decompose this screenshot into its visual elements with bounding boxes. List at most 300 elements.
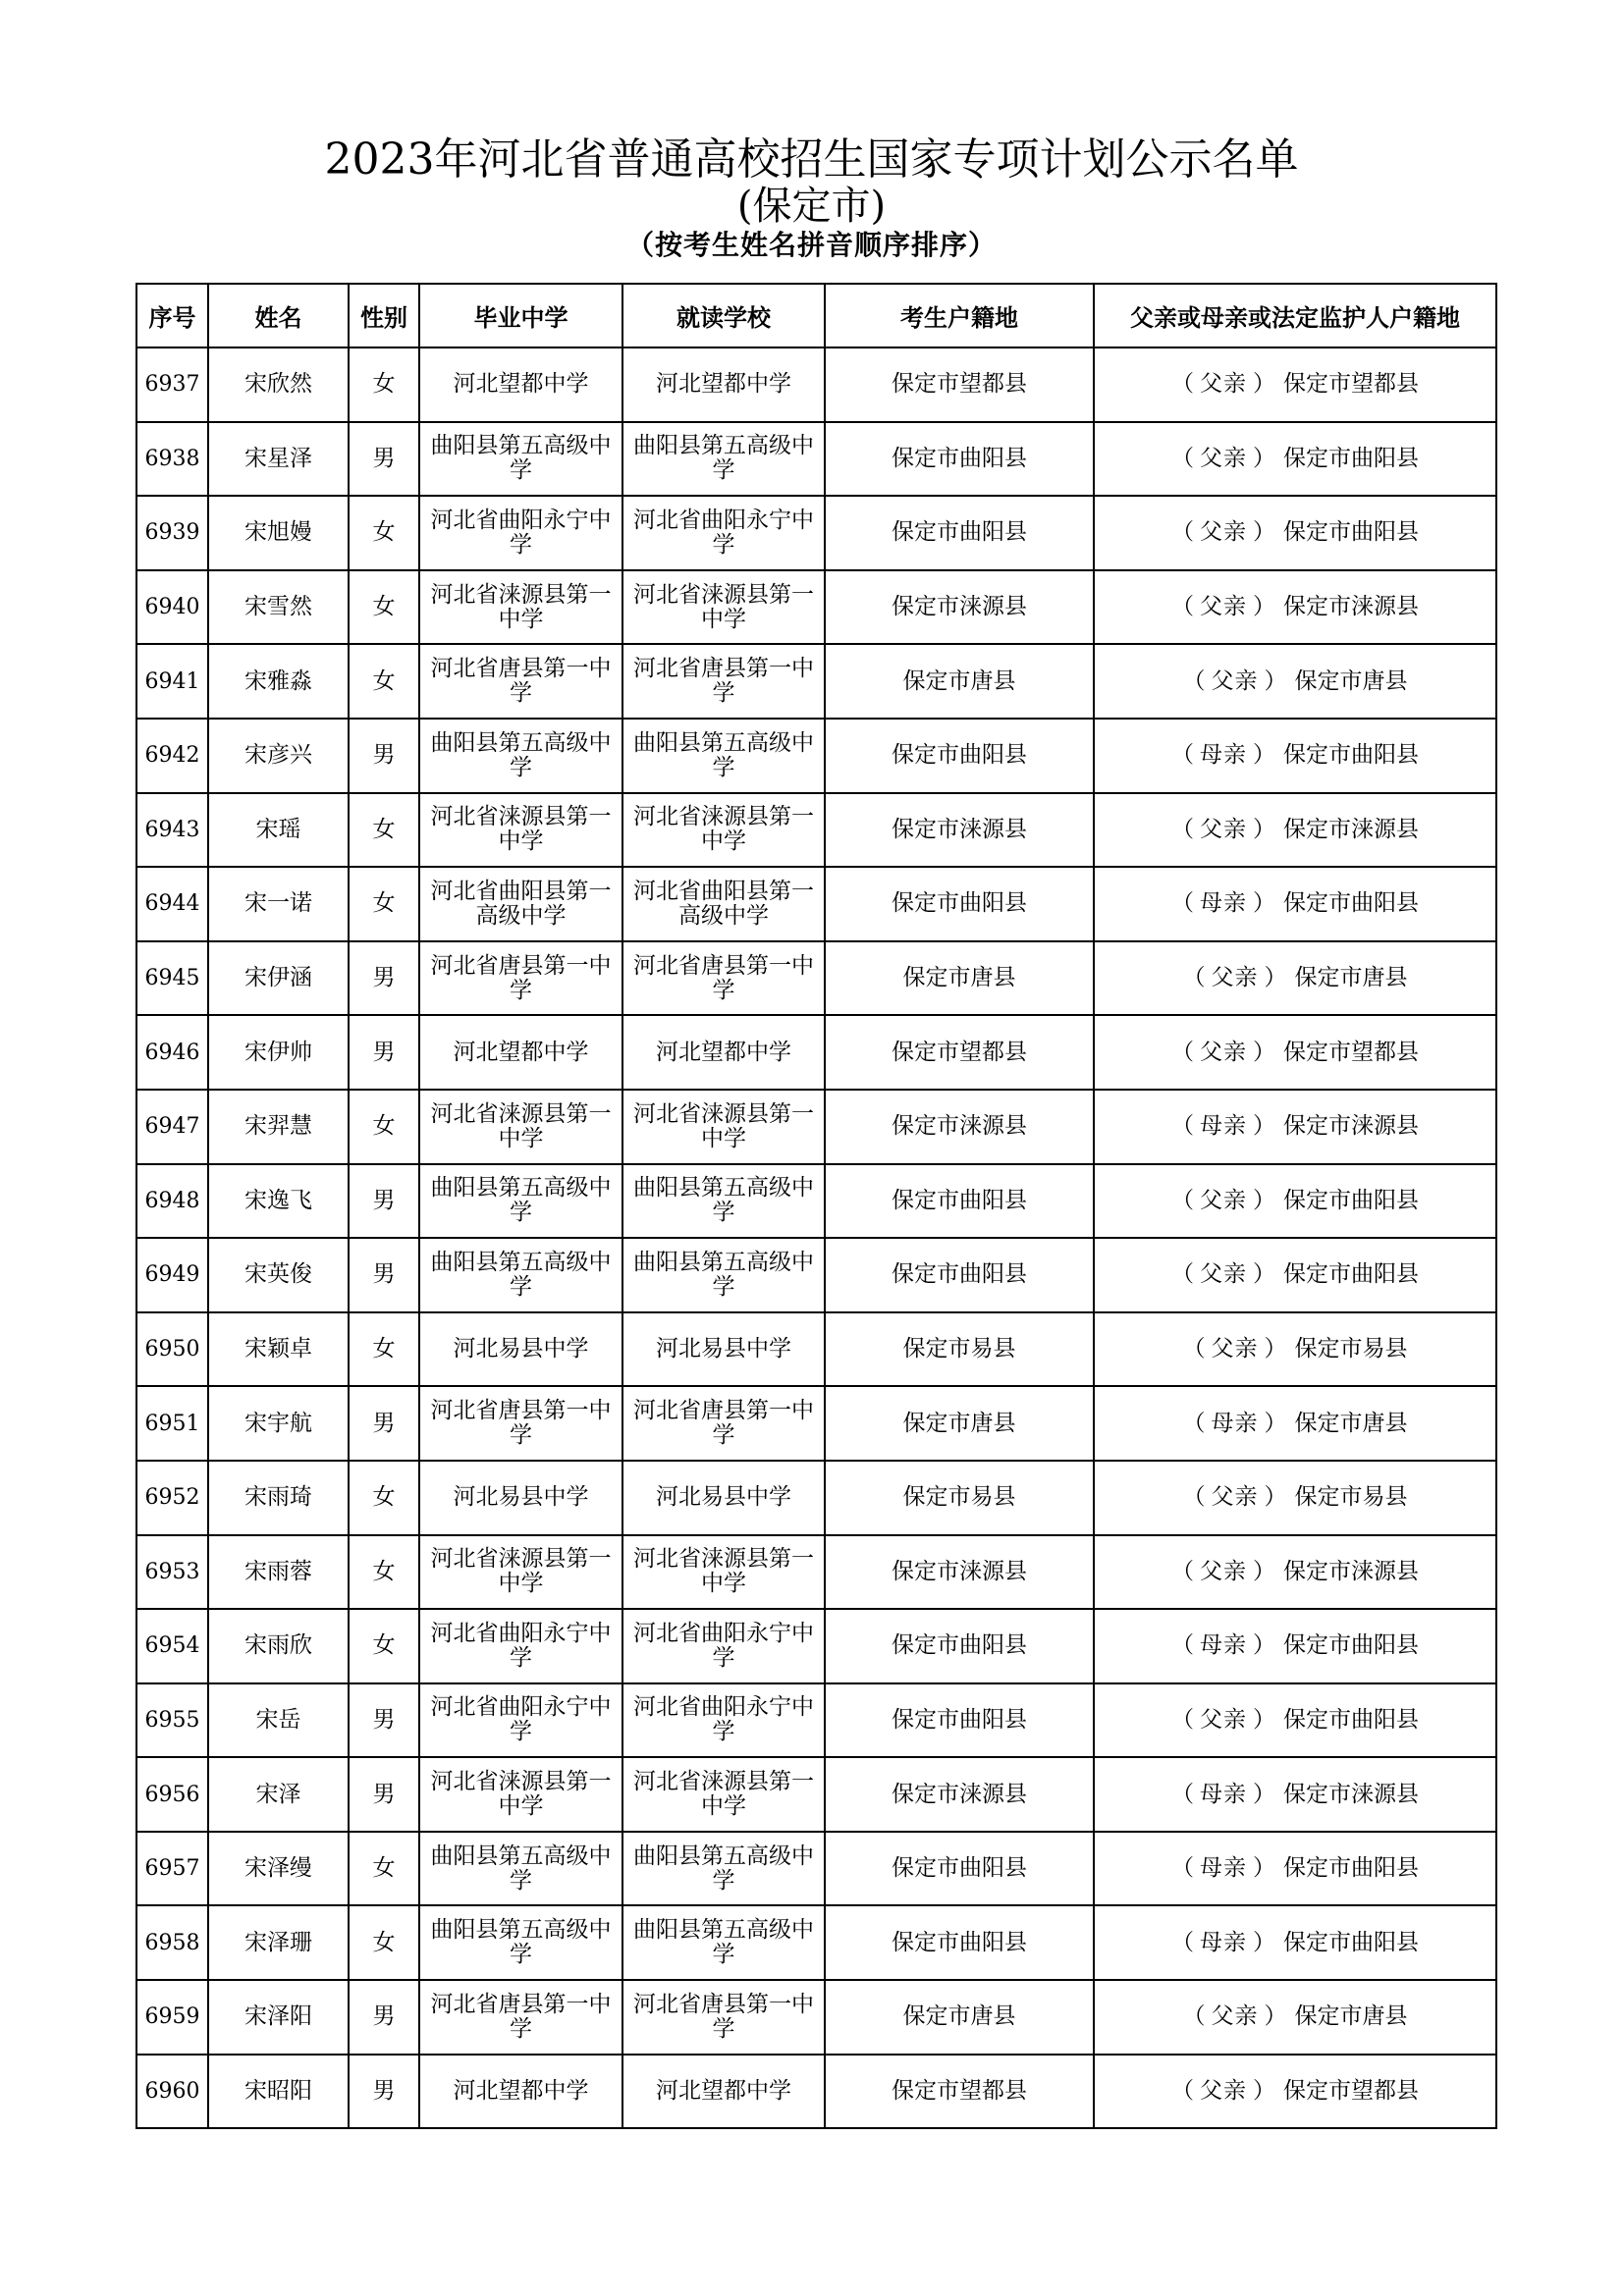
cell-hukou: 保定市曲阳县 <box>825 1164 1094 1239</box>
paren-open: （ <box>1182 965 1206 991</box>
cell-grad-school: 河北省涞源县第一中学 <box>419 1535 622 1610</box>
paren-close: ） <box>1253 1855 1275 1882</box>
guardian-relation: 父亲 <box>1200 2077 1247 2104</box>
cell-guardian-hukou <box>1094 1386 1496 1461</box>
cell-name: 宋伊涵 <box>208 941 349 1016</box>
guardian-relation: 父亲 <box>1200 1706 1247 1733</box>
paren-open: （ <box>1171 445 1194 471</box>
cell-gender: 男 <box>349 1015 419 1090</box>
paren-open: （ <box>1171 1781 1194 1807</box>
cell-hukou: 保定市唐县 <box>825 1980 1094 2055</box>
cell-current-school: 河北省涞源县第一中学 <box>622 1535 825 1610</box>
cell-hukou: 保定市唐县 <box>825 941 1094 1016</box>
cell-grad-school: 河北省唐县第一中学 <box>419 1386 622 1461</box>
cell-no: 6949 <box>136 1238 208 1312</box>
cell-current-school: 河北省涞源县第一中学 <box>622 570 825 645</box>
table-row <box>136 1312 1496 1387</box>
cell-no: 6942 <box>136 719 208 793</box>
cell-gender: 女 <box>349 1609 419 1683</box>
cell-gender: 女 <box>349 496 419 570</box>
guardian-relation: 父亲 <box>1200 445 1247 471</box>
cell-name: 宋逸飞 <box>208 1164 349 1239</box>
cell-current-school: 河北省唐县第一中学 <box>622 1980 825 2055</box>
guardian-hukou-place: 保定市曲阳县 <box>1283 1261 1419 1288</box>
table-row <box>136 570 1496 645</box>
cell-guardian-hukou <box>1094 1905 1496 1980</box>
cell-gender: 男 <box>349 1980 419 2055</box>
cell-current-school: 河北省唐县第一中学 <box>622 644 825 719</box>
guardian-relation: 母亲 <box>1200 1929 1247 1955</box>
guardian-hukou-place: 保定市涞源县 <box>1283 816 1419 842</box>
paren-close: ） <box>1253 1558 1275 1584</box>
cell-hukou: 保定市涞源县 <box>825 1757 1094 1832</box>
cell-hukou: 保定市曲阳县 <box>825 1832 1094 1906</box>
cell-grad-school: 河北省唐县第一中学 <box>419 1980 622 2055</box>
cell-hukou: 保定市望都县 <box>825 347 1094 422</box>
paren-open: （ <box>1171 1558 1194 1584</box>
cell-current-school: 河北省曲阳永宁中学 <box>622 496 825 570</box>
table-row <box>136 1757 1496 1832</box>
cell-name: 宋伊帅 <box>208 1015 349 1090</box>
cell-gender: 女 <box>349 570 419 645</box>
guardian-hukou-place: 保定市涞源县 <box>1283 594 1419 620</box>
cell-gender: 女 <box>349 867 419 941</box>
cell-guardian-hukou <box>1094 1238 1496 1312</box>
cell-name: 宋泽珊 <box>208 1905 349 1980</box>
cell-hukou: 保定市曲阳县 <box>825 1905 1094 1980</box>
guardian-hukou-place: 保定市唐县 <box>1294 667 1408 694</box>
table-row <box>136 1535 1496 1610</box>
cell-grad-school: 河北省唐县第一中学 <box>419 644 622 719</box>
document-city: (保定市) <box>736 184 887 229</box>
document-title: 2023年河北省普通高校招生国家专项计划公示名单 <box>324 134 1299 185</box>
sort-note: （按考生姓名拼音顺序排序） <box>625 229 997 261</box>
cell-hukou: 保定市涞源县 <box>825 793 1094 868</box>
guardian-hukou-place: 保定市望都县 <box>1283 2077 1419 2104</box>
guardian-hukou-place: 保定市望都县 <box>1283 1039 1419 1065</box>
cell-name: 宋彦兴 <box>208 719 349 793</box>
cell-name: 宋泽 <box>208 1757 349 1832</box>
cell-name: 宋雨欣 <box>208 1609 349 1683</box>
cell-guardian-hukou <box>1094 1015 1496 1090</box>
cell-no: 6940 <box>136 570 208 645</box>
cell-no: 6960 <box>136 2055 208 2129</box>
cell-gender: 男 <box>349 1164 419 1239</box>
guardian-relation: 父亲 <box>1200 371 1247 398</box>
paren-close: ） <box>1264 1410 1287 1436</box>
paren-close: ） <box>1264 1336 1287 1362</box>
cell-gender: 女 <box>349 1832 419 1906</box>
cell-gender: 女 <box>349 644 419 719</box>
paren-open: （ <box>1182 1484 1206 1511</box>
cell-name: 宋颖卓 <box>208 1312 349 1387</box>
cell-grad-school: 河北望都中学 <box>419 1015 622 1090</box>
cell-grad-school: 河北省曲阳永宁中学 <box>419 1683 622 1758</box>
cell-guardian-hukou <box>1094 422 1496 497</box>
guardian-relation: 父亲 <box>1200 1558 1247 1584</box>
cell-guardian-hukou <box>1094 644 1496 719</box>
paren-close: ） <box>1253 1929 1275 1955</box>
cell-grad-school: 河北省唐县第一中学 <box>419 941 622 1016</box>
table-header-row <box>136 284 1496 347</box>
cell-name: 宋昭阳 <box>208 2055 349 2129</box>
cell-no: 6955 <box>136 1683 208 1758</box>
guardian-hukou-place: 保定市曲阳县 <box>1283 445 1419 471</box>
paren-open: （ <box>1171 1929 1194 1955</box>
table-row <box>136 644 1496 719</box>
cell-name: 宋羿慧 <box>208 1090 349 1164</box>
guardian-relation: 父亲 <box>1200 519 1247 546</box>
cell-name: 宋泽缦 <box>208 1832 349 1906</box>
table-row <box>136 496 1496 570</box>
cell-no: 6950 <box>136 1312 208 1387</box>
cell-guardian-hukou <box>1094 1090 1496 1164</box>
cell-current-school: 河北省曲阳县第一高级中学 <box>622 867 825 941</box>
guardian-relation: 父亲 <box>1200 1187 1247 1213</box>
cell-no: 6945 <box>136 941 208 1016</box>
cell-current-school: 河北省唐县第一中学 <box>622 1386 825 1461</box>
cell-gender: 女 <box>349 793 419 868</box>
cell-guardian-hukou <box>1094 867 1496 941</box>
cell-name: 宋岳 <box>208 1683 349 1758</box>
paren-open: （ <box>1182 667 1206 694</box>
paren-open: （ <box>1171 742 1194 769</box>
paren-close: ） <box>1264 1484 1287 1511</box>
cell-current-school: 河北易县中学 <box>622 1312 825 1387</box>
cell-current-school: 河北省涞源县第一中学 <box>622 1757 825 1832</box>
table-row <box>136 1015 1496 1090</box>
cell-gender: 女 <box>349 1905 419 1980</box>
guardian-hukou-place: 保定市曲阳县 <box>1283 1706 1419 1733</box>
cell-guardian-hukou <box>1094 1757 1496 1832</box>
cell-no: 6958 <box>136 1905 208 1980</box>
cell-grad-school: 河北易县中学 <box>419 1312 622 1387</box>
cell-no: 6939 <box>136 496 208 570</box>
paren-close: ） <box>1264 667 1287 694</box>
guardian-hukou-place: 保定市涞源县 <box>1283 1558 1419 1584</box>
paren-open: （ <box>1182 1336 1206 1362</box>
cell-grad-school: 河北望都中学 <box>419 2055 622 2129</box>
paren-open: （ <box>1171 1113 1194 1140</box>
paren-close: ） <box>1253 1187 1275 1213</box>
guardian-relation: 父亲 <box>1200 1039 1247 1065</box>
cell-current-school: 河北省涞源县第一中学 <box>622 793 825 868</box>
guardian-hukou-place: 保定市曲阳县 <box>1283 1632 1419 1659</box>
table-row <box>136 867 1496 941</box>
paren-close: ） <box>1253 1113 1275 1140</box>
cell-gender: 男 <box>349 1386 419 1461</box>
cell-grad-school: 曲阳县第五高级中学 <box>419 1832 622 1906</box>
cell-grad-school: 曲阳县第五高级中学 <box>419 719 622 793</box>
cell-current-school: 河北省涞源县第一中学 <box>622 1090 825 1164</box>
cell-no: 6938 <box>136 422 208 497</box>
table-row <box>136 1090 1496 1164</box>
cell-hukou: 保定市唐县 <box>825 644 1094 719</box>
paren-open: （ <box>1171 519 1194 546</box>
cell-grad-school: 河北省涞源县第一中学 <box>419 1090 622 1164</box>
cell-guardian-hukou <box>1094 941 1496 1016</box>
cell-no: 6957 <box>136 1832 208 1906</box>
cell-current-school: 河北望都中学 <box>622 1015 825 1090</box>
paren-close: ） <box>1264 2003 1287 2030</box>
cell-current-school: 河北易县中学 <box>622 1461 825 1535</box>
cell-no: 6959 <box>136 1980 208 2055</box>
table-row <box>136 422 1496 497</box>
cell-gender: 男 <box>349 1238 419 1312</box>
cell-no: 6948 <box>136 1164 208 1239</box>
cell-grad-school: 曲阳县第五高级中学 <box>419 1905 622 1980</box>
cell-current-school: 曲阳县第五高级中学 <box>622 1238 825 1312</box>
cell-no: 6951 <box>136 1386 208 1461</box>
paren-open: （ <box>1171 371 1194 398</box>
guardian-hukou-place: 保定市涞源县 <box>1283 1781 1419 1807</box>
paren-close: ） <box>1253 519 1275 546</box>
cell-grad-school: 河北省涞源县第一中学 <box>419 1757 622 1832</box>
guardian-hukou-place: 保定市曲阳县 <box>1283 1929 1419 1955</box>
guardian-hukou-place: 保定市曲阳县 <box>1283 1187 1419 1213</box>
cell-guardian-hukou <box>1094 1164 1496 1239</box>
cell-gender: 女 <box>349 1312 419 1387</box>
paren-close: ） <box>1253 816 1275 842</box>
cell-hukou: 保定市易县 <box>825 1461 1094 1535</box>
cell-name: 宋泽阳 <box>208 1980 349 2055</box>
cell-gender: 男 <box>349 2055 419 2129</box>
cell-hukou: 保定市望都县 <box>825 2055 1094 2129</box>
guardian-relation: 父亲 <box>1211 965 1259 991</box>
cell-gender: 男 <box>349 422 419 497</box>
paren-close: ） <box>1253 594 1275 620</box>
cell-guardian-hukou <box>1094 1312 1496 1387</box>
table-row <box>136 1980 1496 2055</box>
cell-name: 宋瑶 <box>208 793 349 868</box>
paren-close: ） <box>1253 1781 1275 1807</box>
cell-name: 宋宇航 <box>208 1386 349 1461</box>
cell-gender: 男 <box>349 1757 419 1832</box>
cell-name: 宋一诺 <box>208 867 349 941</box>
paren-open: （ <box>1171 1039 1194 1065</box>
paren-open: （ <box>1171 1855 1194 1882</box>
cell-current-school: 河北省曲阳永宁中学 <box>622 1609 825 1683</box>
cell-guardian-hukou <box>1094 1535 1496 1610</box>
cell-hukou: 保定市唐县 <box>825 1386 1094 1461</box>
guardian-relation: 母亲 <box>1200 1632 1247 1659</box>
header-hukou: 考生户籍地 <box>825 284 1094 347</box>
paren-open: （ <box>1171 594 1194 620</box>
paren-close: ） <box>1253 742 1275 769</box>
cell-guardian-hukou <box>1094 347 1496 422</box>
table-row <box>136 941 1496 1016</box>
cell-gender: 女 <box>349 1461 419 1535</box>
cell-no: 6943 <box>136 793 208 868</box>
cell-grad-school: 河北省涞源县第一中学 <box>419 793 622 868</box>
guardian-relation: 母亲 <box>1200 1855 1247 1882</box>
guardian-relation: 母亲 <box>1200 1781 1247 1807</box>
cell-no: 6954 <box>136 1609 208 1683</box>
guardian-hukou-place: 保定市曲阳县 <box>1283 742 1419 769</box>
paren-open: （ <box>1182 1410 1206 1436</box>
paren-close: ） <box>1253 1039 1275 1065</box>
guardian-relation: 父亲 <box>1211 2003 1259 2030</box>
paren-close: ） <box>1253 371 1275 398</box>
guardian-hukou-place: 保定市涞源县 <box>1283 1113 1419 1140</box>
paren-close: ） <box>1264 965 1287 991</box>
paren-open: （ <box>1171 890 1194 917</box>
paren-open: （ <box>1171 1706 1194 1733</box>
cell-hukou: 保定市曲阳县 <box>825 1609 1094 1683</box>
paren-close: ） <box>1253 445 1275 471</box>
guardian-relation: 母亲 <box>1200 890 1247 917</box>
cell-gender: 女 <box>349 1535 419 1610</box>
paren-open: （ <box>1182 2003 1206 2030</box>
roster-table <box>135 283 1497 2129</box>
header-no: 序号 <box>136 284 208 347</box>
cell-guardian-hukou <box>1094 1832 1496 1906</box>
cell-name: 宋星泽 <box>208 422 349 497</box>
cell-hukou: 保定市曲阳县 <box>825 719 1094 793</box>
cell-guardian-hukou <box>1094 1461 1496 1535</box>
cell-guardian-hukou <box>1094 2055 1496 2129</box>
cell-current-school: 河北省唐县第一中学 <box>622 941 825 1016</box>
table-row <box>136 719 1496 793</box>
table-row <box>136 1238 1496 1312</box>
cell-grad-school: 河北省涞源县第一中学 <box>419 570 622 645</box>
cell-no: 6953 <box>136 1535 208 1610</box>
guardian-relation: 父亲 <box>1211 1336 1259 1362</box>
header-gender: 性别 <box>349 284 419 347</box>
cell-hukou: 保定市曲阳县 <box>825 1238 1094 1312</box>
paren-open: （ <box>1171 2077 1194 2104</box>
paren-close: ） <box>1253 1706 1275 1733</box>
cell-gender: 男 <box>349 1683 419 1758</box>
paren-close: ） <box>1253 1632 1275 1659</box>
header-guardian-hukou: 父亲或母亲或法定监护人户籍地 <box>1094 284 1496 347</box>
paren-close: ） <box>1253 1261 1275 1288</box>
cell-name: 宋欣然 <box>208 347 349 422</box>
cell-name: 宋旭嫚 <box>208 496 349 570</box>
cell-name: 宋雨琦 <box>208 1461 349 1535</box>
table-row <box>136 1461 1496 1535</box>
cell-current-school: 曲阳县第五高级中学 <box>622 1164 825 1239</box>
cell-no: 6952 <box>136 1461 208 1535</box>
cell-hukou: 保定市望都县 <box>825 1015 1094 1090</box>
cell-guardian-hukou <box>1094 1980 1496 2055</box>
table-row <box>136 1164 1496 1239</box>
table-row <box>136 347 1496 422</box>
cell-no: 6946 <box>136 1015 208 1090</box>
cell-grad-school: 河北省曲阳县第一高级中学 <box>419 867 622 941</box>
guardian-relation: 父亲 <box>1211 667 1259 694</box>
table-row <box>136 1683 1496 1758</box>
cell-no: 6937 <box>136 347 208 422</box>
cell-name: 宋雨蓉 <box>208 1535 349 1610</box>
cell-hukou: 保定市曲阳县 <box>825 867 1094 941</box>
cell-gender: 女 <box>349 347 419 422</box>
cell-gender: 男 <box>349 941 419 1016</box>
cell-hukou: 保定市涞源县 <box>825 1090 1094 1164</box>
cell-name: 宋雅淼 <box>208 644 349 719</box>
cell-grad-school: 河北省曲阳永宁中学 <box>419 496 622 570</box>
paren-close: ） <box>1253 890 1275 917</box>
guardian-hukou-place: 保定市曲阳县 <box>1283 1855 1419 1882</box>
guardian-hukou-place: 保定市唐县 <box>1294 1410 1408 1436</box>
cell-gender: 男 <box>349 719 419 793</box>
cell-grad-school: 河北易县中学 <box>419 1461 622 1535</box>
guardian-relation: 母亲 <box>1200 1113 1247 1140</box>
cell-guardian-hukou <box>1094 1683 1496 1758</box>
cell-no: 6956 <box>136 1757 208 1832</box>
cell-hukou: 保定市涞源县 <box>825 1535 1094 1610</box>
cell-guardian-hukou <box>1094 793 1496 868</box>
guardian-relation: 父亲 <box>1200 594 1247 620</box>
cell-no: 6947 <box>136 1090 208 1164</box>
table-row <box>136 1905 1496 1980</box>
guardian-hukou-place: 保定市易县 <box>1294 1484 1408 1511</box>
table-row <box>136 2055 1496 2129</box>
header-name: 姓名 <box>208 284 349 347</box>
cell-current-school: 河北望都中学 <box>622 347 825 422</box>
cell-grad-school: 河北望都中学 <box>419 347 622 422</box>
cell-hukou: 保定市涞源县 <box>825 570 1094 645</box>
cell-current-school: 曲阳县第五高级中学 <box>622 719 825 793</box>
guardian-relation: 父亲 <box>1200 816 1247 842</box>
paren-open: （ <box>1171 1261 1194 1288</box>
cell-gender: 女 <box>349 1090 419 1164</box>
cell-name: 宋雪然 <box>208 570 349 645</box>
cell-current-school: 曲阳县第五高级中学 <box>622 1905 825 1980</box>
paren-open: （ <box>1171 1632 1194 1659</box>
cell-current-school: 河北省曲阳永宁中学 <box>622 1683 825 1758</box>
cell-guardian-hukou <box>1094 496 1496 570</box>
cell-grad-school: 曲阳县第五高级中学 <box>419 422 622 497</box>
cell-no: 6944 <box>136 867 208 941</box>
header-grad-school: 毕业中学 <box>419 284 622 347</box>
paren-close: ） <box>1253 2077 1275 2104</box>
table-row <box>136 793 1496 868</box>
guardian-hukou-place: 保定市易县 <box>1294 1336 1408 1362</box>
guardian-relation: 母亲 <box>1200 742 1247 769</box>
guardian-hukou-place: 保定市唐县 <box>1294 965 1408 991</box>
guardian-relation: 父亲 <box>1200 1261 1247 1288</box>
guardian-relation: 母亲 <box>1211 1410 1259 1436</box>
roster-body <box>136 347 1496 2128</box>
guardian-hukou-place: 保定市曲阳县 <box>1283 890 1419 917</box>
cell-current-school: 曲阳县第五高级中学 <box>622 422 825 497</box>
cell-hukou: 保定市曲阳县 <box>825 1683 1094 1758</box>
paren-open: （ <box>1171 816 1194 842</box>
cell-current-school: 河北望都中学 <box>622 2055 825 2129</box>
guardian-relation: 父亲 <box>1211 1484 1259 1511</box>
cell-hukou: 保定市易县 <box>825 1312 1094 1387</box>
cell-name: 宋英俊 <box>208 1238 349 1312</box>
table-row <box>136 1386 1496 1461</box>
table-row <box>136 1609 1496 1683</box>
cell-grad-school: 曲阳县第五高级中学 <box>419 1238 622 1312</box>
table-row <box>136 1832 1496 1906</box>
cell-current-school: 曲阳县第五高级中学 <box>622 1832 825 1906</box>
cell-guardian-hukou <box>1094 719 1496 793</box>
cell-grad-school: 河北省曲阳永宁中学 <box>419 1609 622 1683</box>
cell-grad-school: 曲阳县第五高级中学 <box>419 1164 622 1239</box>
cell-guardian-hukou <box>1094 1609 1496 1683</box>
cell-no: 6941 <box>136 644 208 719</box>
guardian-hukou-place: 保定市唐县 <box>1294 2003 1408 2030</box>
cell-hukou: 保定市曲阳县 <box>825 496 1094 570</box>
guardian-hukou-place: 保定市曲阳县 <box>1283 519 1419 546</box>
cell-hukou: 保定市曲阳县 <box>825 422 1094 497</box>
cell-guardian-hukou <box>1094 570 1496 645</box>
header-current-school: 就读学校 <box>622 284 825 347</box>
paren-open: （ <box>1171 1187 1194 1213</box>
